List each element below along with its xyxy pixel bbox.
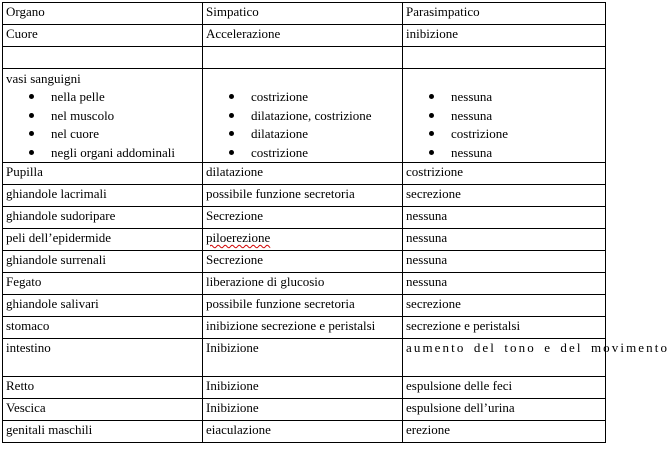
- list-item: costrizione: [406, 125, 602, 144]
- header-organo: Organo: [3, 3, 203, 25]
- organ-cell: ghiandole surrenali: [3, 251, 203, 273]
- organ-cell: Cuore: [3, 25, 203, 47]
- vasi-title: vasi sanguigni: [6, 71, 81, 86]
- list-item: nella pelle: [6, 88, 199, 107]
- table-row: [3, 207, 606, 229]
- table-row: [3, 229, 606, 251]
- list-item: negli organi addominali: [6, 144, 199, 163]
- parasimpatico-cell: secrezione: [403, 185, 606, 207]
- list-item: nessuna: [406, 144, 602, 163]
- table-row: [3, 295, 606, 317]
- parasimpatico-cell: nessuna: [403, 207, 606, 229]
- parasimpatico-cell: espulsione dell’urina: [403, 399, 606, 421]
- table-row: [3, 377, 606, 399]
- list-item: costrizione: [206, 88, 399, 107]
- simpatico-cell: inibizione secrezione e peristalsi: [203, 317, 403, 339]
- organ-cell: Pupilla: [3, 163, 203, 185]
- vasi-row: [3, 69, 606, 163]
- table-row: [3, 399, 606, 421]
- organ-cell: ghiandole sudoripare: [3, 207, 203, 229]
- list-item: nel cuore: [6, 125, 199, 144]
- vasi-organ-list: [6, 88, 199, 162]
- list-item: dilatazione: [206, 125, 399, 144]
- organ-cell: ghiandole salivari: [3, 295, 203, 317]
- organ-cell: Retto: [3, 377, 203, 399]
- list-item: nel muscolo: [6, 107, 199, 126]
- table-row: [3, 339, 606, 377]
- organ-cell: peli dell’epidermide: [3, 229, 203, 251]
- vasi-simpatico-cell: [203, 69, 403, 163]
- simpatico-cell: liberazione di glucosio: [203, 273, 403, 295]
- empty-cell: [3, 47, 203, 69]
- simpatico-cell: possibile funzione secretoria: [203, 295, 403, 317]
- organ-cell: intestino: [3, 339, 203, 377]
- table-row: [3, 317, 606, 339]
- vasi-parasimpatico-cell: [403, 69, 606, 163]
- list-item: nessuna: [406, 88, 602, 107]
- organ-cell: stomaco: [3, 317, 203, 339]
- list-item: costrizione: [206, 144, 399, 163]
- simpatico-cell: dilatazione: [203, 163, 403, 185]
- simpatico-cell: eiaculazione: [203, 421, 403, 443]
- table-row: [3, 273, 606, 295]
- parasimpatico-cell: nessuna: [403, 273, 606, 295]
- simpatico-cell: [203, 229, 403, 251]
- list-item: nessuna: [406, 107, 602, 126]
- parasimpatico-cell: erezione: [403, 421, 606, 443]
- header-parasimpatico: Parasimpatico: [403, 3, 606, 25]
- parasimpatico-cell: costrizione: [403, 163, 606, 185]
- organ-cell: ghiandole lacrimali: [3, 185, 203, 207]
- simpatico-cell: Secrezione: [203, 251, 403, 273]
- simpatico-cell: Inibizione: [203, 399, 403, 421]
- parasimpatico-cell: nessuna: [403, 251, 606, 273]
- table-row: [3, 251, 606, 273]
- simpatico-cell: Accelerazione: [203, 25, 403, 47]
- table-row: [3, 185, 606, 207]
- list-item: dilatazione, costrizione: [206, 107, 399, 126]
- parasimpatico-cell: inibizione: [403, 25, 606, 47]
- table-row: [3, 421, 606, 443]
- simpatico-cell: Inibizione: [203, 339, 403, 377]
- organ-cell: genitali maschili: [3, 421, 203, 443]
- vasi-simpatico-list: [206, 88, 399, 162]
- empty-cell: [403, 47, 606, 69]
- empty-row: [3, 47, 606, 69]
- empty-cell: [203, 47, 403, 69]
- simpatico-cell: possibile funzione secretoria: [203, 185, 403, 207]
- table-row: [3, 25, 606, 47]
- table-row: [3, 163, 606, 185]
- simpatico-cell: Inibizione: [203, 377, 403, 399]
- parasimpatico-cell: aumento del tono e del movimento: [403, 339, 606, 377]
- vasi-parasimpatico-list: [406, 88, 602, 162]
- parasimpatico-cell: espulsione delle feci: [403, 377, 606, 399]
- nervous-system-table: [2, 2, 669, 443]
- vasi-organ-cell: [3, 69, 203, 163]
- header-row: [3, 3, 606, 25]
- parasimpatico-cell: secrezione: [403, 295, 606, 317]
- parasimpatico-cell: nessuna: [403, 229, 606, 251]
- header-simpatico: Simpatico: [203, 3, 403, 25]
- spellcheck-word: piloerezione: [206, 230, 271, 245]
- simpatico-cell: Secrezione: [203, 207, 403, 229]
- organ-cell: Vescica: [3, 399, 203, 421]
- parasimpatico-cell: secrezione e peristalsi: [403, 317, 606, 339]
- organ-cell: Fegato: [3, 273, 203, 295]
